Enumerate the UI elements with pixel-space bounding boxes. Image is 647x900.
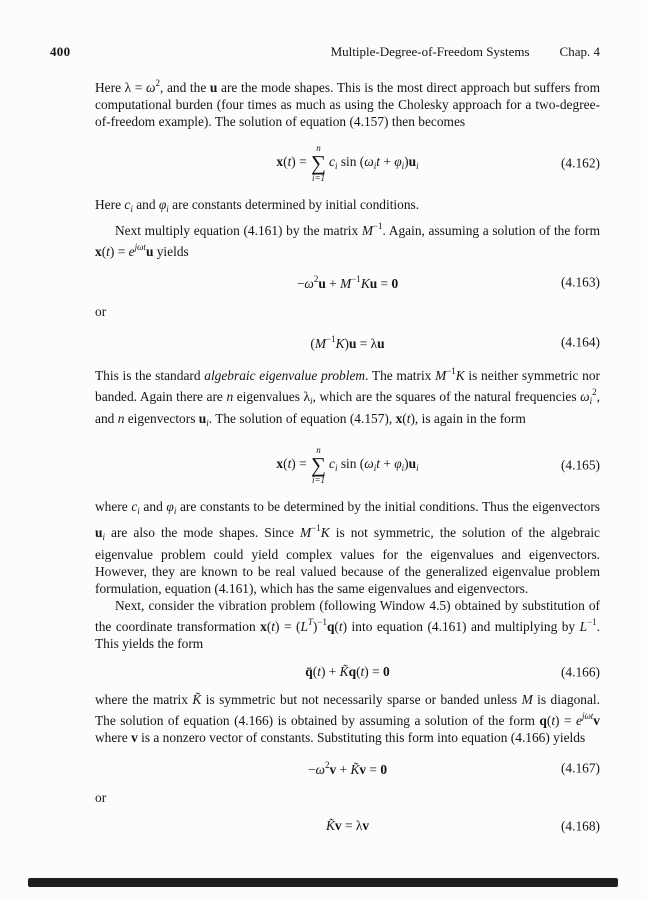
equation-number: (4.164) [560, 334, 600, 349]
equation-4-167 [95, 757, 600, 778]
equation-content: $(M^{-1}K)u = \lambda u$ [310, 334, 385, 351]
equation-content: $-\omega^2u + M^{-1}Ku = 0$ [296, 274, 399, 291]
equation-number: (4.165) [560, 457, 600, 473]
paragraph: where $c_i$ and $\varphi_i$ are constants to be determined by the initial conditions. Thus the eigenvectors $u_i$ are also the mode shapes. Since $M^{-1}K$ is not symmetric, the solution of the algebraic eigenvalue problem could yield complex values for the eigenvalues and eigenvectors. However, they are known to be real valued because of the generalized eigenvalue problem formulation, equation (4.161), which has the same eigenvalues and eigenvectors. [95, 499, 601, 596]
page-bottom-scan-mark [28, 878, 618, 887]
equation-content: K̃v = λv [325, 818, 370, 833]
paragraph: Here $\lambda = \omega^2$, and the u are the mode shapes. This is the most direct approach but suffers from computational burden (four times as much as using the Cholesky approach for a two-degree-of-freedom example). The solution of equation (4.157) then becomes [95, 78, 600, 129]
paragraph: where the matrix K̃ is symmetric but not necessarily sparse or banded unless M is diagonal. The solution of equation (4.166) is obtained by assuming a solution of the form $q(t) = e^{j\omega t}v$ where v is a nonzero vector of constants. Substituting this form into equation (4.166) yields [95, 692, 600, 745]
equation-number: (4.162) [560, 155, 600, 171]
connector-or: or [95, 790, 107, 805]
connector-or: or [95, 304, 107, 319]
header-chapter: Chap. 4 [559, 44, 600, 59]
equation-4-162 [95, 143, 600, 183]
equation-4-163 [95, 271, 600, 292]
equation-4-168 [95, 817, 600, 834]
equation-content: x(t) = n ∑ i=1 $c_i$ $\sin (\omega_it + \varphi_i)u_i$ [276, 143, 419, 183]
page-number: 400 [50, 44, 71, 59]
equation-4-164 [95, 331, 600, 352]
running-header [50, 44, 600, 60]
equation-number: (4.163) [560, 274, 600, 289]
header-title: Multiple-Degree-of-Freedom Systems [330, 44, 530, 59]
paragraph: This is the standard algebraic eigenvalue problem. The matrix $M^{-1}K$ is neither symmetric nor banded. Again there are n eigenvalues $\lambda_i$, which are the squares of the natural frequencies $\omega_i^2$, and n eigenvectors $u_i$. The solution of equation (4.157), x(t), is again in the form [95, 366, 600, 428]
paragraph: Next, consider the vibration problem (following Window 4.5) obtained by substitution of the coordinate transformation $x(t) = (L^T)^{-1}q(t)$ into equation (4.161) and multiplying by $L^{-1}$. This yields the form [95, 598, 600, 651]
page-body [95, 75, 600, 834]
equation-number: (4.168) [560, 818, 600, 833]
equation-number: (4.166) [560, 664, 600, 679]
equation-content: $-\omega^2v$ + K̃v = 0 [307, 760, 388, 777]
equation-number: (4.167) [560, 760, 600, 775]
equation-4-165 [95, 445, 600, 485]
equation-4-166 [95, 663, 600, 680]
equation-content: q̈(t) + K̃q(t) = 0 [305, 664, 390, 679]
equation-content: x(t) = n ∑ i=1 $c_i$ $\sin (\omega_it + \varphi_i)u_i$ [276, 445, 419, 485]
paragraph: Next multiply equation (4.161) by the matrix $M^{-1}$. Again, assuming a solution of the form $x(t) = e^{j\omega t}u$ yields [95, 221, 600, 259]
paragraph: Here $c_i$ and $\varphi_i$ are constants determined by initial conditions. [95, 197, 420, 214]
